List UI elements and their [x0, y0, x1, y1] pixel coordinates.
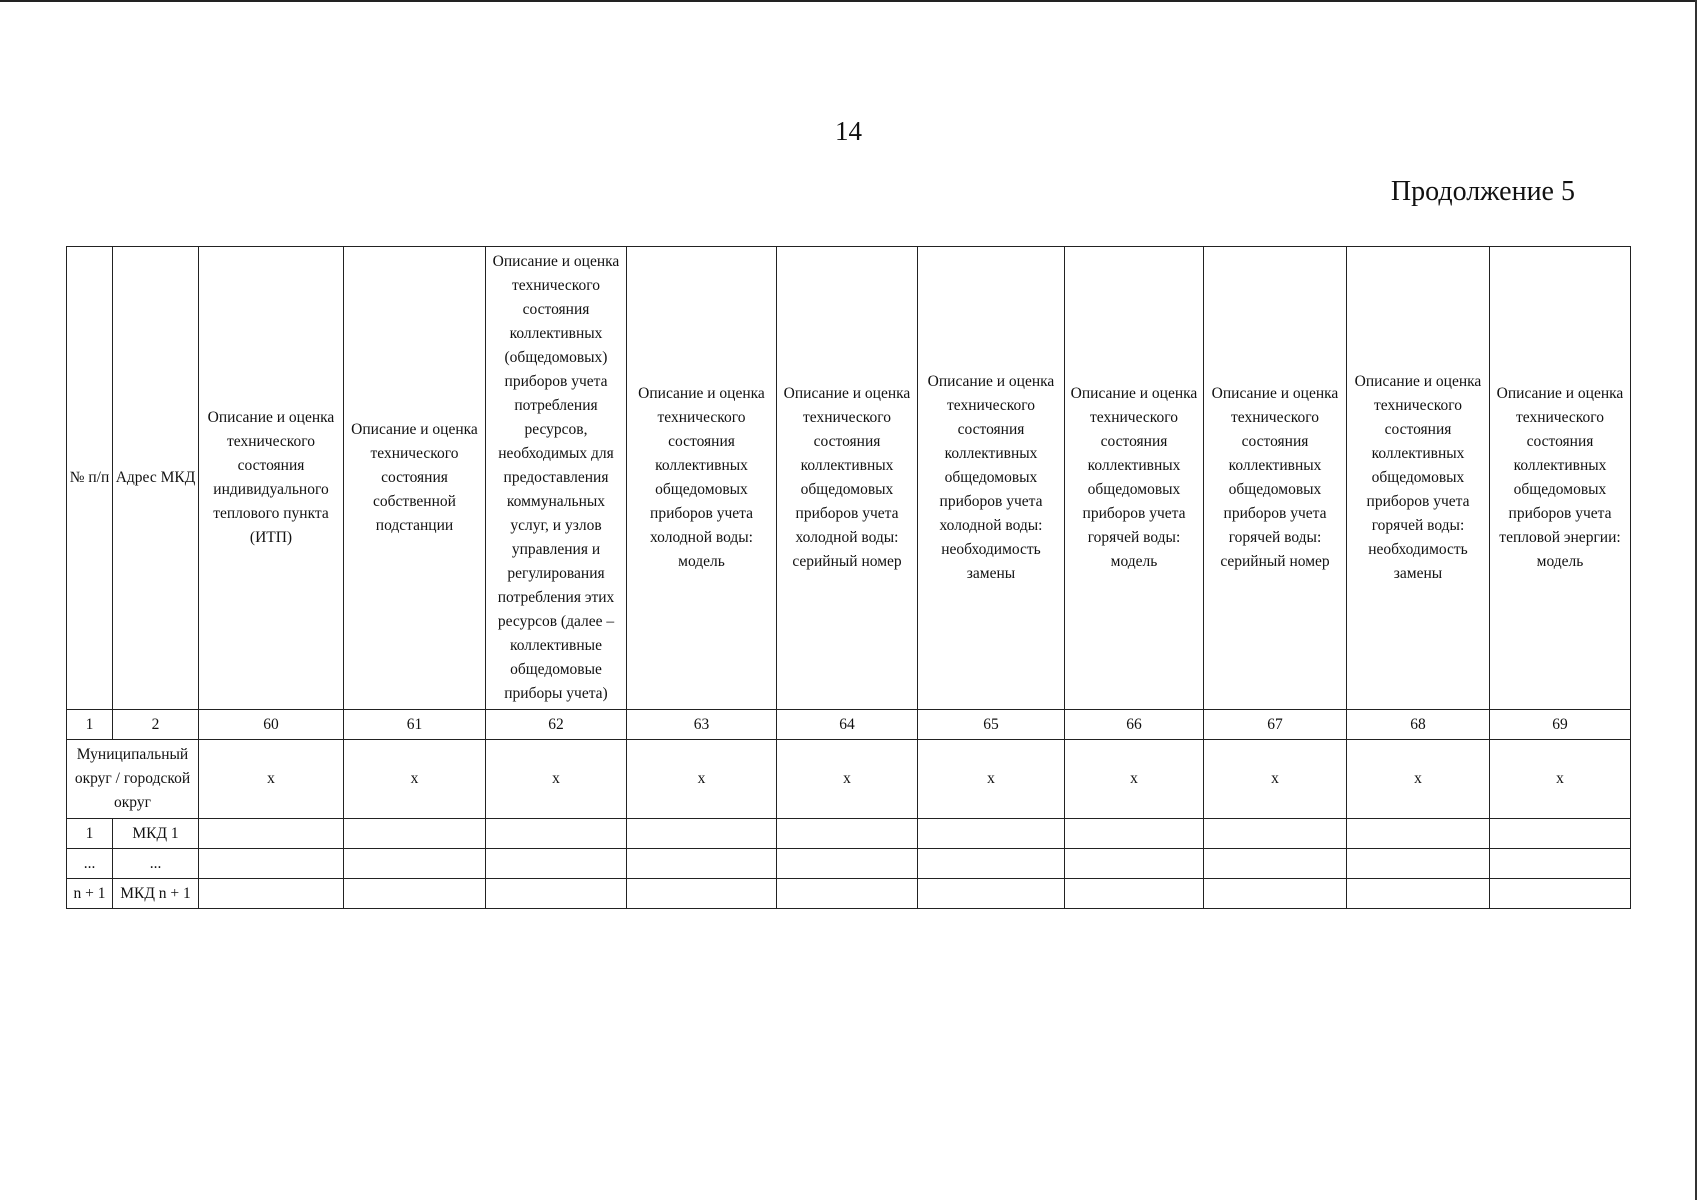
column-number: 69	[1490, 710, 1631, 740]
column-number: 66	[1065, 710, 1204, 740]
page-number: 14	[835, 116, 862, 146]
row-number: ...	[67, 849, 113, 879]
not-applicable-mark: x	[486, 740, 627, 819]
empty-cell	[199, 819, 344, 849]
row-number: n + 1	[67, 879, 113, 909]
column-number: 1	[67, 710, 113, 740]
column-number: 62	[486, 710, 627, 740]
empty-cell	[344, 819, 486, 849]
empty-cell	[199, 849, 344, 879]
column-number: 2	[113, 710, 199, 740]
empty-cell	[486, 849, 627, 879]
header-cell: Описание и оценка технического состояния коллективных общедомовых приборов учета горячей воды: необходимость замены	[1347, 247, 1490, 710]
municipal-row	[67, 740, 1631, 819]
column-number-row	[67, 710, 1631, 740]
empty-cell	[1347, 849, 1490, 879]
empty-cell	[918, 849, 1065, 879]
column-number: 64	[777, 710, 918, 740]
not-applicable-mark: x	[1204, 740, 1347, 819]
empty-cell	[1204, 849, 1347, 879]
header-cell: Адрес МКД	[113, 247, 199, 710]
empty-cell	[486, 819, 627, 849]
row-address: МКД n + 1	[113, 879, 199, 909]
empty-cell	[627, 849, 777, 879]
empty-cell	[1204, 879, 1347, 909]
empty-cell	[199, 879, 344, 909]
table-row	[67, 819, 1631, 849]
header-cell: Описание и оценка технического состояния коллективных общедомовых приборов учета холодной воды: необходимость замены	[918, 247, 1065, 710]
not-applicable-mark: x	[627, 740, 777, 819]
empty-cell	[777, 879, 918, 909]
header-cell: Описание и оценка технического состояния коллективных общедомовых приборов учета холодной воды: серийный номер	[777, 247, 918, 710]
column-number: 67	[1204, 710, 1347, 740]
empty-cell	[777, 819, 918, 849]
not-applicable-mark: x	[344, 740, 486, 819]
empty-cell	[1490, 879, 1631, 909]
header-cell: № п/п	[67, 247, 113, 710]
empty-cell	[1204, 819, 1347, 849]
not-applicable-mark: x	[1065, 740, 1204, 819]
empty-cell	[1347, 819, 1490, 849]
not-applicable-mark: x	[1490, 740, 1631, 819]
header-cell: Описание и оценка технического состояния коллективных общедомовых приборов учета холодной воды: модель	[627, 247, 777, 710]
column-number: 60	[199, 710, 344, 740]
empty-cell	[344, 879, 486, 909]
empty-cell	[627, 819, 777, 849]
not-applicable-mark: x	[1347, 740, 1490, 819]
empty-cell	[627, 879, 777, 909]
page-border-top	[0, 0, 1697, 2]
empty-cell	[918, 879, 1065, 909]
municipal-label: Муниципальный округ / городской округ	[67, 740, 199, 819]
not-applicable-mark: x	[199, 740, 344, 819]
empty-cell	[777, 849, 918, 879]
column-number: 63	[627, 710, 777, 740]
not-applicable-mark: x	[777, 740, 918, 819]
column-number: 65	[918, 710, 1065, 740]
continuation-label: Продолжение 5	[1390, 176, 1575, 207]
header-cell: Описание и оценка технического состояния индивидуального теплового пункта (ИТП)	[199, 247, 344, 710]
empty-cell	[1065, 879, 1204, 909]
header-cell: Описание и оценка технического состояния коллективных общедомовых приборов учета горячей воды: модель	[1065, 247, 1204, 710]
column-number: 68	[1347, 710, 1490, 740]
header-row	[67, 247, 1631, 710]
empty-cell	[1065, 819, 1204, 849]
table-row	[67, 879, 1631, 909]
header-cell: Описание и оценка технического состояния собственной подстанции	[344, 247, 486, 710]
row-number: 1	[67, 819, 113, 849]
empty-cell	[1347, 879, 1490, 909]
empty-cell	[1490, 849, 1631, 879]
header-cell: Описание и оценка технического состояния коллективных (общедомовых) приборов учета потребления ресурсов, необходимых для предоставления коммунальных услуг, и узлов управления и регулирования потребления этих ресурсов (далее – коллективные общедомовые приборы учета)	[486, 247, 627, 710]
table-row	[67, 849, 1631, 879]
empty-cell	[486, 879, 627, 909]
empty-cell	[1490, 819, 1631, 849]
header-cell: Описание и оценка технического состояния коллективных общедомовых приборов учета горячей воды: серийный номер	[1204, 247, 1347, 710]
row-address: МКД 1	[113, 819, 199, 849]
row-address: ...	[113, 849, 199, 879]
column-number: 61	[344, 710, 486, 740]
not-applicable-mark: x	[918, 740, 1065, 819]
empty-cell	[344, 849, 486, 879]
empty-cell	[1065, 849, 1204, 879]
header-cell: Описание и оценка технического состояния коллективных общедомовых приборов учета тепловой энергии: модель	[1490, 247, 1631, 710]
empty-cell	[918, 819, 1065, 849]
report-table	[66, 246, 1631, 909]
